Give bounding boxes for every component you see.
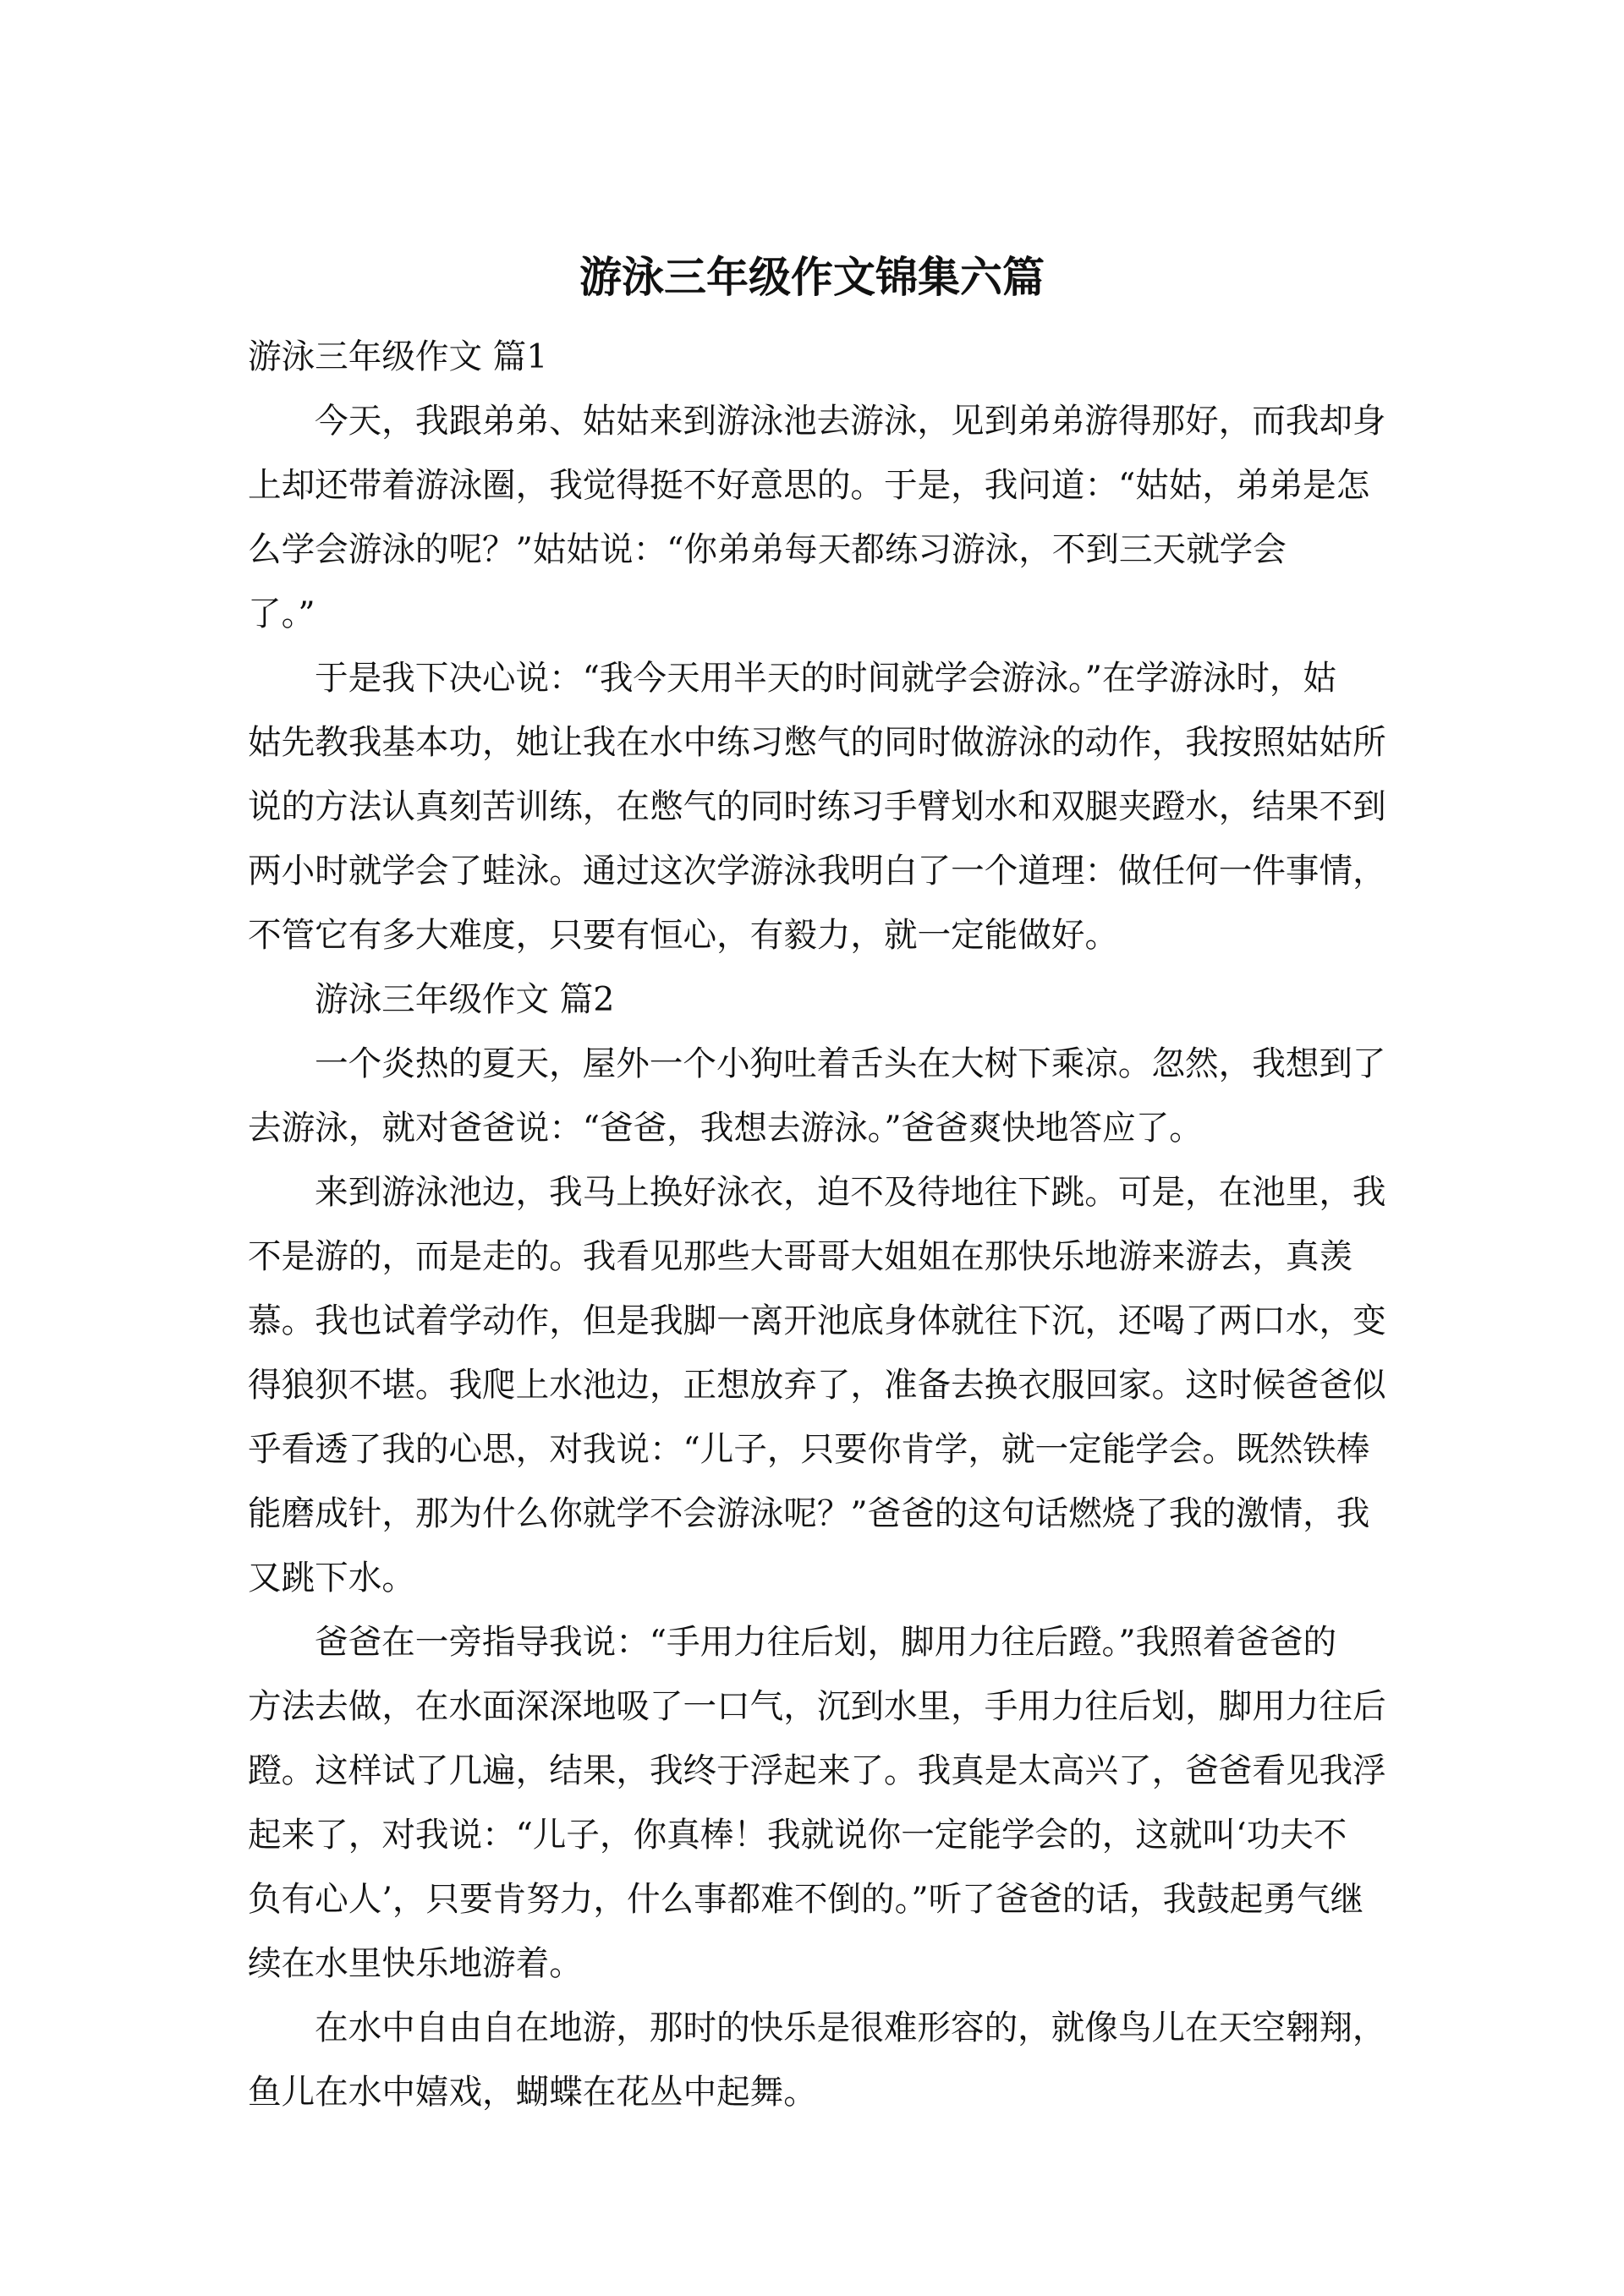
text-line: 说的方法认真刻苦训练，在憋气的同时练习手臂划水和双腿夹蹬水，结果不到 xyxy=(248,787,1386,826)
text-line: 一个炎热的夏天，屋外一个小狗吐着舌头在大树下乘凉。忽然，我想到了 xyxy=(315,1044,1386,1083)
text-line: 去游泳，就对爸爸说：“爸爸，我想去游泳。”爸爸爽快地答应了。 xyxy=(248,1109,1203,1148)
text-line: 于是我下决心说：“我今天用半天的时间就学会游泳。”在学游泳时，姑 xyxy=(315,659,1337,698)
text-line: 今天，我跟弟弟、姑姑来到游泳池去游泳，见到弟弟游得那好，而我却身 xyxy=(315,402,1386,441)
text-line: 姑先教我基本功，她让我在水中练习憋气的同时做游泳的动作，我按照姑姑所 xyxy=(248,723,1386,762)
text-line: 么学会游泳的呢？”姑姑说：“你弟弟每天都练习游泳，不到三天就学会 xyxy=(248,530,1287,569)
text-line: 方法去做，在水面深深地吸了一口气，沉到水里，手用力往后划，脚用力往后 xyxy=(248,1687,1386,1726)
text-line: 爸爸在一旁指导我说：“手用力往后划，脚用力往后蹬。”我照着爸爸的 xyxy=(315,1623,1337,1662)
text-line: 蹬。这样试了几遍，结果，我终于浮起来了。我真是太高兴了，爸爸看见我浮 xyxy=(248,1751,1386,1790)
text-line: 不管它有多大难度，只要有恒心，有毅力，就一定能做好。 xyxy=(248,916,1119,955)
text-line: 起来了，对我说：“儿子，你真棒！我就说你一定能学会的，这就叫‘功夫不 xyxy=(248,1816,1347,1855)
document-title: 游泳三年级作文锦集六篇 xyxy=(579,253,1045,302)
text-line: 在水中自由自在地游，那时的快乐是很难形容的，就像鸟儿在天空翱翔， xyxy=(315,2008,1386,2047)
paragraph xyxy=(248,1160,1398,1610)
text-line: 得狼狈不堪。我爬上水池边，正想放弃了，准备去换衣服回家。这时候爸爸似 xyxy=(248,1366,1386,1405)
text-line: 游泳三年级作文 篇1 xyxy=(248,337,548,376)
text-line: 来到游泳池边，我马上换好泳衣，迫不及待地往下跳。可是，在池里，我 xyxy=(315,1173,1386,1212)
text-line: 鱼儿在水中嬉戏，蝴蝶在花丛中起舞。 xyxy=(248,2073,817,2112)
document-body xyxy=(248,325,1398,2124)
paragraph xyxy=(248,1610,1398,1996)
text-line: 又跳下水。 xyxy=(248,1559,415,1597)
text-line: 慕。我也试着学动作，但是我脚一离开池底身体就往下沉，还喝了两口水，变 xyxy=(248,1301,1386,1340)
text-line: 续在水里快乐地游着。 xyxy=(248,1944,583,1983)
text-line: 能磨成针，那为什么你就学不会游泳呢？”爸爸的这句话燃烧了我的激情，我 xyxy=(248,1494,1370,1533)
paragraph xyxy=(248,1996,1398,2124)
paragraph xyxy=(248,1032,1398,1160)
text-line: 乎看透了我的心思，对我说：“儿子，只要你肯学，就一定能学会。既然铁棒 xyxy=(248,1430,1370,1469)
text-line: 两小时就学会了蛙泳。通过这次学游泳我明白了一个道理：做任何一件事情， xyxy=(248,852,1386,890)
section-heading xyxy=(248,967,1398,1032)
paragraph xyxy=(248,646,1398,967)
section-heading xyxy=(248,325,1398,389)
text-line: 上却还带着游泳圈，我觉得挺不好意思的。于是，我问道：“姑姑，弟弟是怎 xyxy=(248,466,1370,505)
text-line: 了。” xyxy=(248,595,315,633)
text-line: 负有心人’，只要肯努力，什么事都难不倒的。”听了爸爸的话，我鼓起勇气继 xyxy=(248,1880,1364,1919)
text-line: 不是游的，而是走的。我看见那些大哥哥大姐姐在那快乐地游来游去，真羡 xyxy=(248,1237,1353,1276)
paragraph xyxy=(248,389,1398,646)
text-line: 游泳三年级作文 篇2 xyxy=(315,980,615,1019)
